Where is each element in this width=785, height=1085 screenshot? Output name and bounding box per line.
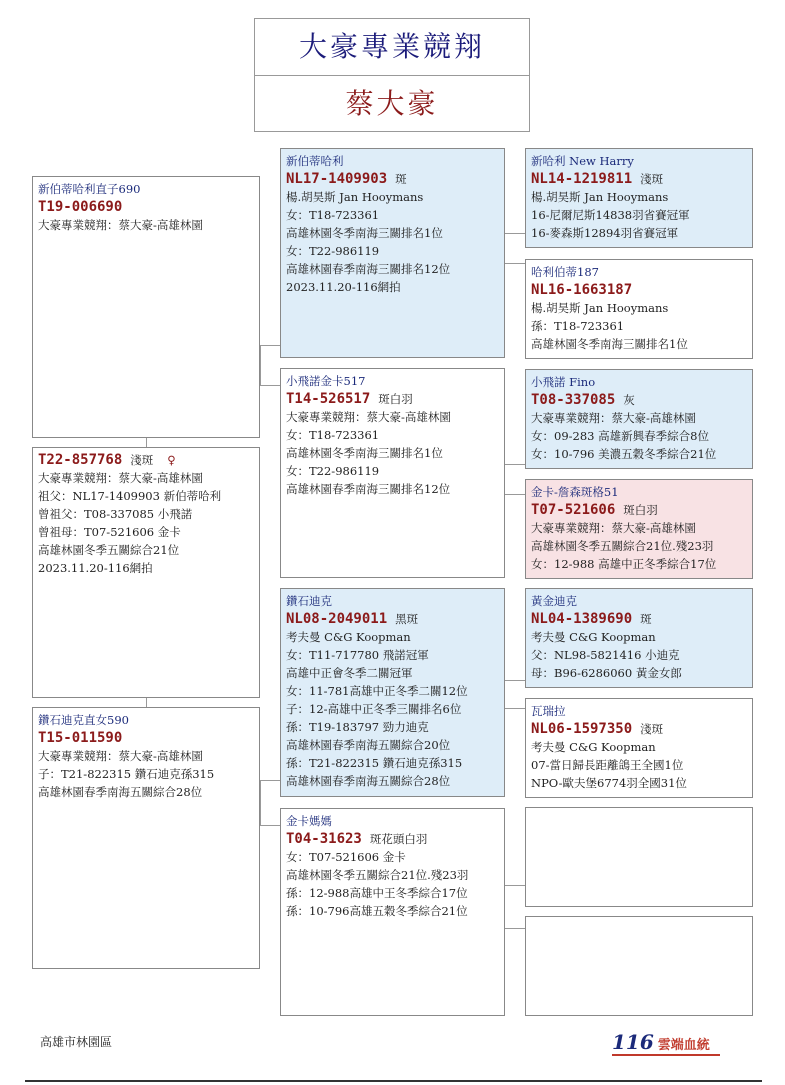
info-line: 楊.胡昊斯 Jan Hooymans — [531, 301, 669, 315]
connector — [505, 233, 525, 234]
color: 淺斑 — [640, 722, 664, 736]
bird-name: 金卡-詹森斑格51 — [531, 485, 619, 499]
logo-number: 116 — [612, 1030, 654, 1054]
info-line: 女：T22-986119 — [286, 464, 380, 478]
ring-number: NL14-1219811 — [531, 171, 633, 187]
ring-number: NL17-1409903 — [286, 171, 388, 187]
ring-number: T15-011590 — [38, 730, 123, 746]
info-line: 高雄中正會冬季二關冠軍 — [286, 666, 413, 680]
sire-sire-dam-card[interactable] — [525, 259, 753, 359]
connector — [505, 263, 525, 264]
bird-name: 瓦瑞拉 — [531, 704, 566, 718]
info-line: 考夫曼 C&G Koopman — [286, 630, 411, 644]
color: 淺斑 — [640, 172, 664, 186]
dam-dam-dam-card[interactable] — [525, 916, 753, 1016]
info-line: 女：10-796 美濃五穀冬季綜合21位 — [531, 447, 717, 461]
info-line: 16-尼爾尼斯14838羽省賽冠軍 — [531, 208, 690, 222]
logo-underline — [612, 1054, 720, 1056]
dam-sire-dam-card[interactable] — [525, 698, 753, 798]
info-line: 父：NL98-5821416 小迪克 — [531, 648, 680, 662]
info-line: 孫：T19-183797 勁力迪克 — [286, 720, 429, 734]
dam-dam-sire-card[interactable] — [525, 807, 753, 907]
info-line: 女：T18-723361 — [286, 428, 380, 442]
sire-dam-card[interactable] — [280, 368, 505, 578]
info-line: 16-麥森斯12894羽省賽冠軍 — [531, 226, 679, 240]
bird-name: 小飛諾 Fino — [531, 375, 596, 389]
info-line: NPO-歐夫堡6774羽全國31位 — [531, 776, 687, 790]
subject-card[interactable] — [32, 447, 260, 698]
bird-name: 金卡媽媽 — [286, 814, 332, 828]
info-line: 曾祖母：T07-521606 金卡 — [38, 525, 181, 539]
sire-dam-dam-card[interactable] — [525, 479, 753, 579]
info-line: 孫：T18-723361 — [531, 319, 625, 333]
ring-number: T22-857768 — [38, 452, 123, 468]
connector — [260, 345, 261, 385]
sire-card[interactable] — [32, 176, 260, 438]
info-line: 楊.胡昊斯 Jan Hooymans — [531, 190, 669, 204]
location-text: 高雄市林園區 — [40, 1035, 113, 1049]
bird-name: 鑽石迪克 — [286, 594, 332, 608]
info-line: 女：T22-986119 — [286, 244, 380, 258]
bird-name: 新哈利 New Harry — [531, 154, 634, 168]
info-line: 高雄林園冬季五關綜合21位 — [38, 543, 180, 557]
ring-number: T04-31623 — [286, 831, 362, 847]
info-line: 高雄林園冬季南海三關排名1位 — [286, 446, 443, 460]
bird-name: 小飛諾金卡517 — [286, 374, 366, 388]
info-line: 女：T18-723361 — [286, 208, 380, 222]
divider — [25, 1080, 762, 1082]
info-line: 考夫曼 C&G Koopman — [531, 740, 656, 754]
ring-number: T08-337085 — [531, 392, 616, 408]
connector — [505, 680, 525, 681]
connector — [505, 885, 525, 886]
info-line: 母：B96-6286060 黃金女郎 — [531, 666, 682, 680]
color: 斑 — [395, 172, 407, 186]
info-line: 孫：12-988高雄中王冬季綜合17位 — [286, 886, 468, 900]
info-line: 大豪專業競翔：蔡大豪-高雄林園 — [531, 521, 696, 535]
sire-dam-sire-card[interactable] — [525, 369, 753, 469]
info-line: 高雄林園冬季南海三關排名1位 — [286, 226, 443, 240]
info-line: 子：T21-822315 鑽石迪克孫315 — [38, 767, 215, 781]
bird-name: 新伯蒂哈利直子690 — [38, 182, 141, 196]
ring-number: T19-006690 — [38, 199, 123, 215]
loft-title: 大豪專業競翔 — [255, 19, 529, 76]
info-line: 孫：T21-822315 鑽石迪克孫315 — [286, 756, 463, 770]
bird-name: 黃金迪克 — [531, 594, 577, 608]
color: 黑斑 — [395, 612, 419, 626]
info-line: 考夫曼 C&G Koopman — [531, 630, 656, 644]
connector — [260, 780, 261, 825]
info-line: 大豪專業競翔：蔡大豪-高雄林園 — [38, 749, 203, 763]
dam-card[interactable] — [32, 707, 260, 969]
info-line: 2023.11.20-116網拍 — [38, 561, 153, 575]
ring-number: NL08-2049011 — [286, 611, 388, 627]
connector — [505, 464, 525, 465]
connector — [146, 437, 147, 447]
color: 斑白羽 — [378, 392, 413, 406]
ring-number: T07-521606 — [531, 502, 616, 518]
color: 斑 — [640, 612, 652, 626]
connector — [260, 825, 280, 826]
info-line: 高雄林園冬季南海三關排名1位 — [531, 337, 688, 351]
color: 灰 — [623, 393, 635, 407]
info-line: 楊.胡昊斯 Jan Hooymans — [286, 190, 424, 204]
info-line: 大豪專業競翔：蔡大豪-高雄林園 — [38, 218, 203, 232]
info-line: 大豪專業競翔：蔡大豪-高雄林園 — [286, 410, 451, 424]
ring-number: T14-526517 — [286, 391, 371, 407]
info-line: 大豪專業競翔：蔡大豪-高雄林園 — [38, 471, 203, 485]
info-line: 女：T11-717780 飛諾冠軍 — [286, 648, 429, 662]
sire-sire-card[interactable] — [280, 148, 505, 358]
ring-number: NL16-1663187 — [531, 282, 633, 298]
color: 斑白羽 — [623, 503, 658, 517]
info-line: 高雄林園冬季五關綜合21位.殘23羽 — [531, 539, 714, 553]
color: 斑花頭白羽 — [369, 832, 428, 846]
info-line: 女：T07-521606 金卡 — [286, 850, 406, 864]
info-line: 高雄林園春季南海三關排名12位 — [286, 482, 451, 496]
info-line: 祖父：NL17-1409903 新伯蒂哈利 — [38, 489, 222, 503]
info-line: 女：09-283 高雄新興春季綜合8位 — [531, 429, 709, 443]
connector — [260, 345, 280, 346]
info-line: 高雄林園冬季五關綜合21位.殘23羽 — [286, 868, 469, 882]
owner-name: 蔡大豪 — [345, 87, 439, 120]
logo[interactable] — [612, 1030, 722, 1056]
connector — [260, 780, 280, 781]
ring-number: NL06-1597350 — [531, 721, 633, 737]
info-line: 2023.11.20-116網拍 — [286, 280, 401, 294]
color: 淺斑 — [130, 453, 154, 467]
connector — [505, 708, 525, 709]
sex-icon: ♀ — [167, 453, 176, 467]
dam-sire-card[interactable] — [280, 588, 505, 797]
info-line: 高雄林園春季南海三關排名12位 — [286, 262, 451, 276]
info-line: 曾祖父：T08-337085 小飛諾 — [38, 507, 193, 521]
pedigree-header — [254, 18, 530, 132]
connector — [260, 385, 280, 386]
info-line: 高雄林園春季南海五關綜合28位 — [38, 785, 203, 799]
connector — [146, 697, 147, 707]
bird-name: 哈利伯蒂187 — [531, 265, 599, 279]
connector — [505, 494, 525, 495]
info-line: 大豪專業競翔：蔡大豪-高雄林園 — [531, 411, 696, 425]
dam-sire-sire-card[interactable] — [525, 588, 753, 688]
logo-text: 雲端血統 — [657, 1038, 710, 1053]
sire-sire-sire-card[interactable] — [525, 148, 753, 248]
info-line: 07-當日歸長距離鴿王全國1位 — [531, 758, 684, 772]
ring-number: NL04-1389690 — [531, 611, 633, 627]
info-line: 孫：10-796高雄五穀冬季綜合21位 — [286, 904, 468, 918]
info-line: 女：12-988 高雄中正冬季綜合17位 — [531, 557, 717, 571]
info-line: 女：11-781高雄中正冬季二關12位 — [286, 684, 468, 698]
info-line: 子：12-高雄中正冬季三關排名6位 — [286, 702, 462, 716]
connector — [505, 928, 525, 929]
info-line: 高雄林園春季南海五關綜合28位 — [286, 774, 451, 788]
bird-name: 新伯蒂哈利 — [286, 154, 344, 168]
dam-dam-card[interactable] — [280, 808, 505, 1016]
bird-name: 鑽石迪克直女590 — [38, 713, 129, 727]
info-line: 高雄林園春季南海五關綜合20位 — [286, 738, 451, 752]
